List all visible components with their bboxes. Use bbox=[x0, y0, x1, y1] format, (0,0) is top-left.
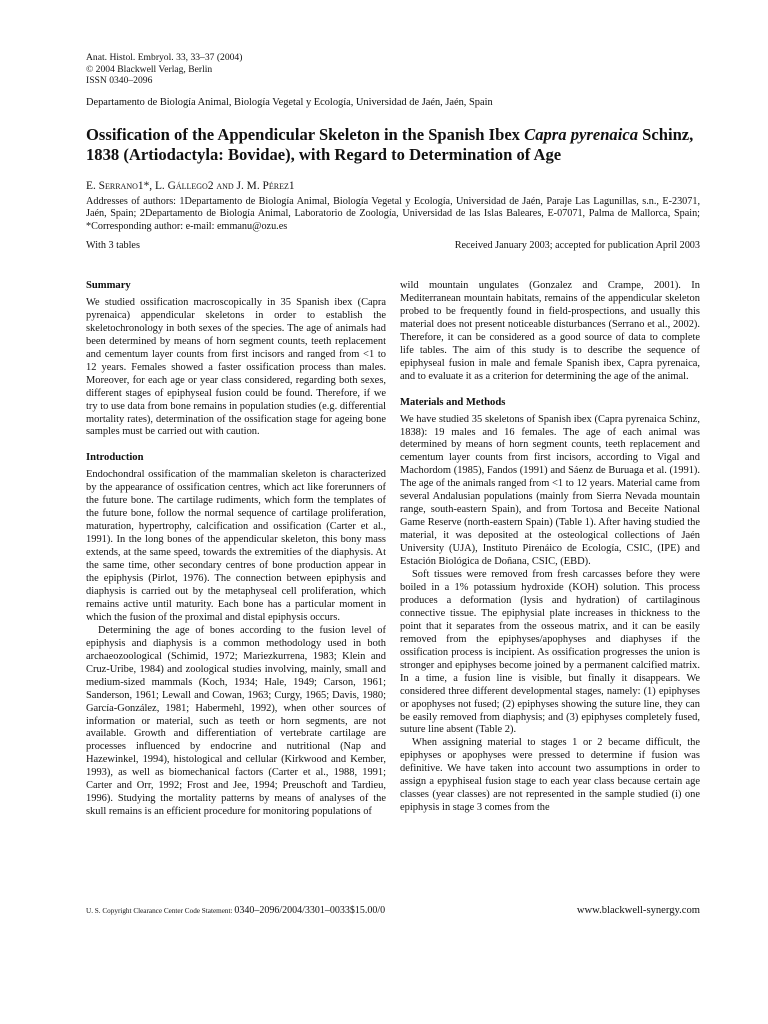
introduction-paragraph-1: Endochondral ossification of the mammalian skeleton is characterized by the appearance of ossification centres, which act like forerunners of the future bone. The cartilage rudiments, which form the templates of the future bone, follow the normal sequence of cartilage proliferation, maturation, hypertrophy, calcification and ossification (Carter et al., 1991). In the long bones of the appendicular skeleton, this bony mass extends, at the same speed, towards the extremities of the diaphysis. At the same time, other secondary centres of bone production appear in the epiphysis (Pirlot, 1976). The connection between epiphysis and diaphysis is carried out by the metaphyseal cell proliferation, which remains active until maturity. Each bone has a particular moment in which the fusion of the proximal and distal epiphysis occurs. bbox=[86, 469, 386, 623]
page-footer bbox=[86, 905, 700, 916]
journal-citation: Anat. Histol. Embryol. 33, 33–37 (2004) bbox=[86, 52, 243, 63]
summary-text: We studied ossification macroscopically in 35 Spanish ibex (Capra pyrenaica) appendicular skeletons in order to establish the skeletochronology in both sexes of the species. The age of animals had been determined by means of horn segment counts, teeth replacement and cementum layer counts from first incisors and ranged from <1 to 12 years. Females showed a faster ossification process than males. Moreover, for each age or year class considered, regarding both sexes, different stages of epiphyseal fusion could be found. Therefore, if we try to use data from bone remains in population studies (e.g. differential mortality rates), determination of the ossification stage for ageing bone samples must be carried out with caution. bbox=[86, 296, 386, 438]
title-species: Capra pyrenaica bbox=[524, 124, 638, 144]
copyright-label: U. S. Copyright Clearance Center Code Statement: bbox=[86, 907, 233, 915]
journal-issn: ISSN 0340–2096 bbox=[86, 75, 153, 87]
introduction-heading: Introduction bbox=[86, 452, 144, 464]
introduction-continued: wild mountain ungulates (Gonzalez and Crampe, 2001). In Mediterranean mountain habitats, remains of the appendicular skeleton probed to be frequently found in field-prospections, and usually this material does not present noticeable disturbances (Serrano et al., 2002). Therefore, it can be considered as a good source of data to complete life tables. The aim of this study is to describe the sequence of epiphyseal fusion in male and female Spanish ibex, Capra pyrenaica, and to evaluate it as a criterion for determining the age of the animal. bbox=[400, 280, 700, 382]
tables-note: With 3 tables bbox=[86, 239, 140, 251]
article-body bbox=[86, 280, 700, 819]
methods-paragraph-1: We have studied 35 skeletons of Spanish ibex (Capra pyrenaica Schinz, 1838): 19 males and 16 females. The age of each animal was determined by means of horn segment counts, teeth replacement and cementum layer counts from first incisors, according to Vigal and Machordom (1985), Fandos (1991) and Sáenz de Buruaga et al. (1991). The age of the animals ranged from <1 to 12 years. Material came from several Andalusian populations (mainly from Sierra Nevada mountain range, south-eastern Spain), and from Tortosa and Beceite National Game Reserve (north-eastern Spain) (Table 1). After having studied the material, it was deposited at the osteological collections of Jaén University (UJA), Instituto Pirenáico de Ecología, CSIC, (IPE) and Estación Biológica de Doñana, CSIC, (EBD). bbox=[400, 413, 700, 568]
author-addresses: Addresses of authors: 1Departamento de Biología Animal, Biología Vegetal y Ecología, Universidad de Jaén, Paraje Las Lagunillas, s.n., E-23071, Jaén, Spain; 2Departamento de Biología Animal, Laboratorio de Zoología, Universidad de las Islas Baleares, E-07071, Palma de Mallorca, Spain; *Corresponding author: e-mail: emmanu@ozu.es bbox=[86, 195, 700, 233]
introduction-paragraph-2: Determining the age of bones according to the fusion level of epiphysis and diaphysis is a common methodology used in both archaeozoological (Schimid, 1972; Mariezkurrena, 1983; Klein and Cruz-Uribe, 1984) and zoological studies involving, mainly, small and medium-sized mammals (Koch, 1934; Hale, 1949; Carson, 1961; Sanderson, 1961; Lewall and Cowan, 1963; Curgy, 1965; Davis, 1980; García-González, 1981; Habermehl, 1992), when other sources of information or material, such as teeth or horn segments, are not available. Growth and differentiation of vertebrate cartilage are processes influenced by endocrine and nutritional (Nap and Hazewinkel, 1994), histological and cellular (Kirkwood and Kember, 1993), as well as biomechanical factors (Carter et al., 1988, 1991; Carter and Orr, 1992; Frost and Jee, 1994; Preuschoft and Tardieu, 1996). Studying the mortality patterns by means of analyses of the skull remains is an efficient procedure for monitoring populations of bbox=[86, 624, 386, 818]
article-title bbox=[86, 125, 700, 165]
author-list: E. Serrano1*, L. Gállego2 and J. M. Pérez1 bbox=[86, 179, 295, 192]
methods-paragraph-2: Soft tissues were removed from fresh carcasses before they were boiled in a 1% potassium hydroxide (KOH) solution. This process produces a deformation (lysis and hydration) of cartilaginous connective tissue. The epiphysial plate increases in thickness to the point that it separates from the osseous matrix, and it can be easily removed from the epiphyses/apophyses and diaphyses if the ossification process is incipient. As ossification progresses the union is stronger and epiphyses become joined by a permanent calcified matrix. In a time, a fusion line is visible, but finally it disappears. We considered three different developmental stages, namely: (1) epiphyses or apophyses not fused; (2) epiphyses showing the suture line, they can be easily removed from diaphysis; and (3) epiphyses completely fused, suture line absent (Table 2). bbox=[400, 569, 700, 736]
materials-methods-heading: Materials and Methods bbox=[400, 396, 506, 408]
left-column bbox=[86, 280, 386, 819]
journal-reference bbox=[86, 52, 700, 87]
article-header bbox=[86, 52, 700, 251]
title-part1: Ossification of the Appendicular Skeleton in the Spanish Ibex bbox=[86, 124, 525, 144]
article-meta-row bbox=[86, 240, 700, 251]
publisher-url[interactable]: www.blackwell-synergy.com bbox=[576, 905, 700, 916]
right-column bbox=[400, 280, 700, 819]
department-line: Departamento de Biología Animal, Biología Vegetal y Ecología, Universidad de Jaén, Jaén, Spain bbox=[86, 96, 493, 108]
received-dates: Received January 2003; accepted for publication April 2003 bbox=[454, 239, 700, 251]
methods-paragraph-3: When assigning material to stages 1 or 2 became difficult, the epiphyses or apophyses were pressed to determine if fusion was definitive. We have taken into account two assumptions in order to assign a epyphiseal fusion stage to each year class because certain age classes (year classes) are not represented in the sample studied (i) one epiphysis in stage 3 comes from the bbox=[400, 737, 700, 814]
copyright-code: 0340–2096/2004/3301–0033$15.00/0 bbox=[234, 905, 386, 916]
title-part2: Schinz, 1838 (Artiodactyla: Bovidae), with Regard to Determination of Age bbox=[86, 124, 694, 164]
journal-copyright: © 2004 Blackwell Verlag, Berlin bbox=[86, 63, 213, 75]
summary-heading: Summary bbox=[86, 280, 131, 291]
copyright-statement bbox=[86, 905, 385, 916]
